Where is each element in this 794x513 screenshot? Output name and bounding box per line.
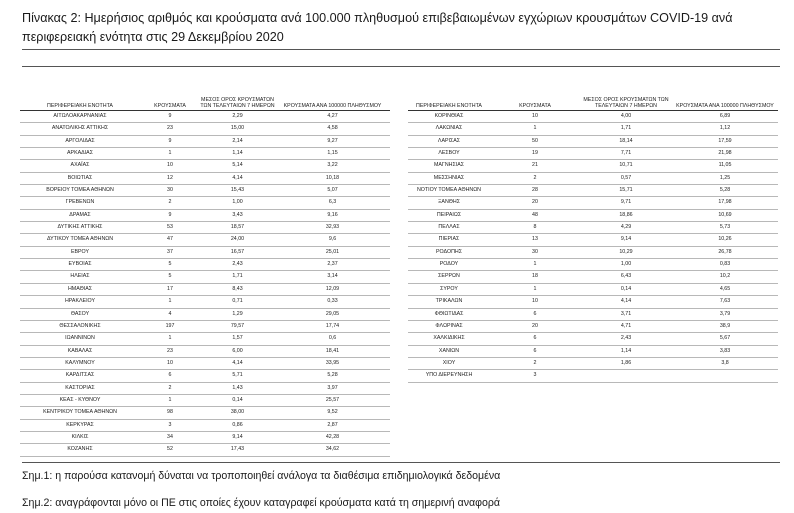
- cell-cases: 23: [140, 123, 200, 135]
- table-row: [20, 357, 390, 369]
- cell-per100k: 42,28: [275, 431, 390, 443]
- cell-region: ΚΕΑΣ - ΚΥΘΝΟΥ: [20, 394, 140, 406]
- cell-avg: 7,71: [580, 148, 672, 160]
- cell-cases: 28: [490, 185, 580, 197]
- cell-per100k: 5,73: [672, 222, 778, 234]
- cell-cases: 1: [140, 333, 200, 345]
- cell-avg: 3,71: [580, 308, 672, 320]
- cell-avg: 10,71: [580, 160, 672, 172]
- cell-cases: 1: [490, 123, 580, 135]
- cell-per100k: 0,33: [275, 296, 390, 308]
- header-cases: ΚΡΟΥΣΜΑΤΑ: [140, 98, 200, 111]
- cell-per100k: 1,12: [672, 123, 778, 135]
- cell-per100k: 10,69: [672, 209, 778, 221]
- header-region: ΠΕΡΙΦΕΡΕΙΑΚΗ ΕΝΟΤΗΤΑ: [408, 98, 490, 111]
- cell-per100k: 10,18: [275, 172, 390, 184]
- cell-cases: 53: [140, 222, 200, 234]
- cell-per100k: 25,57: [275, 394, 390, 406]
- cell-cases: 47: [140, 234, 200, 246]
- cell-cases: 17: [140, 283, 200, 295]
- cell-per100k: 1,15: [275, 148, 390, 160]
- cell-per100k: [672, 370, 778, 382]
- cell-per100k: 3,14: [275, 271, 390, 283]
- cell-region: ΚΟΡΙΝΘΙΑΣ: [408, 111, 490, 123]
- cell-region: ΚΙΛΚΙΣ: [20, 431, 140, 443]
- cell-cases: 10: [140, 357, 200, 369]
- cell-per100k: 5,28: [672, 185, 778, 197]
- cell-per100k: 10,26: [672, 234, 778, 246]
- cell-cases: 20: [490, 320, 580, 332]
- cell-per100k: 10,2: [672, 271, 778, 283]
- cell-region: ΒΟΡΕΙΟΥ ΤΟΜΕΑ ΑΘΗΝΩΝ: [20, 185, 140, 197]
- header-per100k: ΚΡΟΥΣΜΑΤΑ ΑΝΑ 100000 ΠΛΗΘΥΣΜΟΥ: [672, 98, 778, 111]
- cell-avg: 1,14: [580, 345, 672, 357]
- cell-per100k: 4,58: [275, 123, 390, 135]
- cell-avg: 1,14: [200, 148, 275, 160]
- cell-avg: [580, 370, 672, 382]
- cell-per100k: 0,6: [275, 333, 390, 345]
- cell-avg: 0,14: [200, 394, 275, 406]
- cell-region: ΚΕΡΚΥΡΑΣ: [20, 419, 140, 431]
- cell-cases: 98: [140, 407, 200, 419]
- cell-region: ΘΕΣΣΑΛΟΝΙΚΗΣ: [20, 320, 140, 332]
- cell-region: ΚΑΒΑΛΑΣ: [20, 345, 140, 357]
- cell-cases: 21: [490, 160, 580, 172]
- cell-region: ΧΙΟΥ: [408, 357, 490, 369]
- table-row: [20, 209, 390, 221]
- cell-region: ΑΧΑΪΑΣ: [20, 160, 140, 172]
- cell-avg: 4,14: [580, 296, 672, 308]
- table-row: [408, 357, 778, 369]
- table-row: [20, 148, 390, 160]
- cell-avg: 4,00: [580, 111, 672, 123]
- table-row: [20, 259, 390, 271]
- cell-avg: 0,14: [580, 283, 672, 295]
- cell-region: ΦΘΙΩΤΙΔΑΣ: [408, 308, 490, 320]
- table-row: [20, 234, 390, 246]
- table-row: [408, 296, 778, 308]
- cell-per100k: 3,22: [275, 160, 390, 172]
- table-row: [20, 160, 390, 172]
- table-row: [20, 296, 390, 308]
- cell-per100k: 32,93: [275, 222, 390, 234]
- table-row: [408, 185, 778, 197]
- cell-cases: 6: [140, 370, 200, 382]
- cell-cases: 50: [490, 135, 580, 147]
- cell-cases: 6: [490, 345, 580, 357]
- cell-cases: 12: [140, 172, 200, 184]
- table-row: [408, 345, 778, 357]
- cell-cases: 5: [140, 259, 200, 271]
- cell-region: ΚΑΣΤΟΡΙΑΣ: [20, 382, 140, 394]
- cell-avg: 6,43: [580, 271, 672, 283]
- cell-region: ΧΑΛΚΙΔΙΚΗΣ: [408, 333, 490, 345]
- cell-avg: 10,29: [580, 246, 672, 258]
- cell-avg: 1,71: [580, 123, 672, 135]
- cell-region: ΒΟΙΩΤΙΑΣ: [20, 172, 140, 184]
- cell-region: ΗΡΑΚΛΕΙΟΥ: [20, 296, 140, 308]
- cell-per100k: 3,79: [672, 308, 778, 320]
- cell-cases: 1: [490, 283, 580, 295]
- cell-cases: 1: [140, 148, 200, 160]
- table-row: [408, 172, 778, 184]
- cell-cases: 20: [490, 197, 580, 209]
- cell-avg: 9,71: [580, 197, 672, 209]
- cell-region: ΠΕΛΛΑΣ: [408, 222, 490, 234]
- cell-avg: 1,00: [580, 259, 672, 271]
- cell-per100k: 4,65: [672, 283, 778, 295]
- cell-cases: 6: [490, 333, 580, 345]
- cell-avg: 38,00: [200, 407, 275, 419]
- cell-cases: 4: [140, 308, 200, 320]
- table-row: [20, 111, 390, 123]
- cell-cases: 2: [490, 172, 580, 184]
- cell-region: ΠΙΕΡΙΑΣ: [408, 234, 490, 246]
- cell-per100k: 17,59: [672, 135, 778, 147]
- cell-per100k: 3,83: [672, 345, 778, 357]
- cell-cases: 10: [490, 296, 580, 308]
- table-row: [20, 308, 390, 320]
- cell-region: ΑΡΓΟΛΙΔΑΣ: [20, 135, 140, 147]
- cell-per100k: 6,3: [275, 197, 390, 209]
- table-row: [20, 271, 390, 283]
- cell-cases: 10: [140, 160, 200, 172]
- cell-cases: 5: [140, 271, 200, 283]
- cell-avg: 0,86: [200, 419, 275, 431]
- right-cases-table: [408, 98, 778, 383]
- cell-region: ΘΑΣΟΥ: [20, 308, 140, 320]
- table-row: [20, 370, 390, 382]
- cell-avg: 5,71: [200, 370, 275, 382]
- table-caption: Πίνακας 2: Ημερήσιος αριθμός και κρούσματα ανά 100.000 πληθυσμού επιβεβαιωμένων εγχώριων κρουσμάτων COVID-19 ανά περιφερειακή ενότητα στις 29 Δεκεμβρίου 2020: [22, 11, 733, 44]
- cell-cases: 2: [140, 382, 200, 394]
- table-row: [408, 333, 778, 345]
- cell-cases: 48: [490, 209, 580, 221]
- cell-per100k: 2,37: [275, 259, 390, 271]
- cell-avg: 0,57: [580, 172, 672, 184]
- cell-region: ΕΒΡΟΥ: [20, 246, 140, 258]
- header-per100k: ΚΡΟΥΣΜΑΤΑ ΑΝΑ 100000 ΠΛΗΘΥΣΜΟΥ: [275, 98, 390, 111]
- table-row: [408, 308, 778, 320]
- table-row: [20, 197, 390, 209]
- cell-region: ΗΛΕΙΑΣ: [20, 271, 140, 283]
- divider-top: [22, 49, 780, 50]
- cell-per100k: 3,97: [275, 382, 390, 394]
- cell-region: ΛΑΡΙΣΑΣ: [408, 135, 490, 147]
- cell-cases: 37: [140, 246, 200, 258]
- cell-region: ΧΑΝΙΩΝ: [408, 345, 490, 357]
- table-row: [408, 234, 778, 246]
- divider-second: [22, 66, 780, 67]
- cell-cases: 52: [140, 444, 200, 456]
- cell-avg: 17,43: [200, 444, 275, 456]
- cell-per100k: 26,78: [672, 246, 778, 258]
- cell-region: ΕΥΒΟΙΑΣ: [20, 259, 140, 271]
- cell-cases: 10: [490, 111, 580, 123]
- cell-per100k: 3,8: [672, 357, 778, 369]
- cell-region: ΛΕΣΒΟΥ: [408, 148, 490, 160]
- cell-cases: 6: [490, 308, 580, 320]
- cell-cases: 9: [140, 209, 200, 221]
- cell-region: ΣΕΡΡΩΝ: [408, 271, 490, 283]
- cell-cases: 9: [140, 135, 200, 147]
- table-row: [20, 394, 390, 406]
- cell-region: ΣΥΡΟΥ: [408, 283, 490, 295]
- table-row: [20, 431, 390, 443]
- header-cases: ΚΡΟΥΣΜΑΤΑ: [490, 98, 580, 111]
- table-row: [20, 382, 390, 394]
- table-row: [408, 320, 778, 332]
- cell-region: ΙΩΑΝΝΙΝΩΝ: [20, 333, 140, 345]
- table-row: [408, 370, 778, 382]
- footnote-2: Σημ.2: αναγράφονται μόνο οι ΠΕ στις οποίες έχουν καταγραφεί κρούσματα κατά τη σημερινή αναφορά: [22, 497, 501, 509]
- cell-avg: 15,00: [200, 123, 275, 135]
- cell-region: ΥΠΟ ΔΙΕΡΕΥΝΗΣΗ: [408, 370, 490, 382]
- cell-region: ΚΕΝΤΡΙΚΟΥ ΤΟΜΕΑ ΑΘΗΝΩΝ: [20, 407, 140, 419]
- cell-region: ΡΟΔΟΠΗΣ: [408, 246, 490, 258]
- header-avg: ΜΕΣΟΣ ΟΡΟΣ ΚΡΟΥΣΜΑΤΩΝ ΤΩΝ ΤΕΛΕΥΤΑΙΩΝ 7 ΗΜΕΡΩΝ: [580, 98, 672, 111]
- table-row: [408, 246, 778, 258]
- cell-cases: 197: [140, 320, 200, 332]
- cell-cases: 13: [490, 234, 580, 246]
- table-row: [408, 148, 778, 160]
- table-row: [20, 246, 390, 258]
- cell-cases: 8: [490, 222, 580, 234]
- table-row: [20, 320, 390, 332]
- cell-avg: 4,29: [580, 222, 672, 234]
- cell-per100k: 5,28: [275, 370, 390, 382]
- cell-per100k: 12,09: [275, 283, 390, 295]
- cell-cases: 30: [140, 185, 200, 197]
- table-row: [408, 259, 778, 271]
- cell-avg: 9,14: [580, 234, 672, 246]
- cell-avg: 1,86: [580, 357, 672, 369]
- cell-per100k: 38,9: [672, 320, 778, 332]
- cell-avg: 1,57: [200, 333, 275, 345]
- cell-region: ΑΝΑΤΟΛΙΚΗΣ ΑΤΤΙΚΗΣ: [20, 123, 140, 135]
- table-row: [408, 123, 778, 135]
- table-row: [20, 172, 390, 184]
- cell-region: ΜΑΓΝΗΣΙΑΣ: [408, 160, 490, 172]
- cell-cases: 30: [490, 246, 580, 258]
- table-row: [20, 123, 390, 135]
- cell-region: ΚΟΖΑΝΗΣ: [20, 444, 140, 456]
- header-region: ΠΕΡΙΦΕΡΕΙΑΚΗ ΕΝΟΤΗΤΑ: [20, 98, 140, 111]
- cell-cases: 3: [140, 419, 200, 431]
- cell-avg: 0,71: [200, 296, 275, 308]
- cell-avg: 15,71: [580, 185, 672, 197]
- table-row: [20, 444, 390, 456]
- cell-avg: 18,57: [200, 222, 275, 234]
- cell-avg: 5,14: [200, 160, 275, 172]
- cell-avg: 1,43: [200, 382, 275, 394]
- cell-region: ΔΥΤΙΚΗΣ ΑΤΤΙΚΗΣ: [20, 222, 140, 234]
- cell-avg: 18,86: [580, 209, 672, 221]
- cell-avg: 24,00: [200, 234, 275, 246]
- cell-avg: 3,43: [200, 209, 275, 221]
- cell-per100k: 18,41: [275, 345, 390, 357]
- cell-per100k: 9,52: [275, 407, 390, 419]
- cell-cases: 34: [140, 431, 200, 443]
- cell-per100k: 6,89: [672, 111, 778, 123]
- cell-per100k: 7,63: [672, 296, 778, 308]
- table-row: [408, 160, 778, 172]
- table-row: [408, 111, 778, 123]
- cell-avg: 18,14: [580, 135, 672, 147]
- cell-avg: 15,43: [200, 185, 275, 197]
- cell-per100k: 33,95: [275, 357, 390, 369]
- divider-bottom: [22, 462, 780, 463]
- cell-per100k: 9,6: [275, 234, 390, 246]
- table-row: [20, 185, 390, 197]
- table-row: [20, 333, 390, 345]
- cell-cases: 3: [490, 370, 580, 382]
- cell-region: ΔΡΑΜΑΣ: [20, 209, 140, 221]
- cell-cases: 9: [140, 111, 200, 123]
- cell-region: ΦΛΩΡΙΝΑΣ: [408, 320, 490, 332]
- table-row: [20, 345, 390, 357]
- cell-region: ΤΡΙΚΑΛΩΝ: [408, 296, 490, 308]
- cell-avg: 1,29: [200, 308, 275, 320]
- cell-region: ΗΜΑΘΙΑΣ: [20, 283, 140, 295]
- cell-avg: 16,57: [200, 246, 275, 258]
- cell-region: ΓΡΕΒΕΝΩΝ: [20, 197, 140, 209]
- cell-avg: 2,43: [580, 333, 672, 345]
- cell-per100k: 5,67: [672, 333, 778, 345]
- cell-per100k: 5,07: [275, 185, 390, 197]
- cell-avg: 2,14: [200, 135, 275, 147]
- cell-per100k: 21,98: [672, 148, 778, 160]
- table-row: [408, 222, 778, 234]
- cell-region: ΠΕΙΡΑΙΩΣ: [408, 209, 490, 221]
- cell-region: ΡΟΔΟΥ: [408, 259, 490, 271]
- cell-per100k: 9,16: [275, 209, 390, 221]
- cell-per100k: 29,05: [275, 308, 390, 320]
- cell-cases: 19: [490, 148, 580, 160]
- cell-per100k: 1,25: [672, 172, 778, 184]
- table-row: [408, 135, 778, 147]
- cell-cases: 23: [140, 345, 200, 357]
- cell-region: ΑΙΤΩΛΟΑΚΑΡΝΑΝΙΑΣ: [20, 111, 140, 123]
- cell-avg: 4,14: [200, 172, 275, 184]
- table-row: [408, 197, 778, 209]
- cell-per100k: 9,27: [275, 135, 390, 147]
- table-row: [408, 209, 778, 221]
- cell-avg: 2,29: [200, 111, 275, 123]
- cell-avg: 4,14: [200, 357, 275, 369]
- footnote-1: Σημ.1: η παρούσα κατανομή δύναται να τροποποιηθεί ανάλογα τα διαθέσιμα επιδημιολογικά δεδομένα: [22, 470, 501, 482]
- cell-per100k: 11,05: [672, 160, 778, 172]
- table-row: [20, 222, 390, 234]
- cell-avg: 4,71: [580, 320, 672, 332]
- table-row: [408, 271, 778, 283]
- cell-per100k: 17,74: [275, 320, 390, 332]
- cell-avg: 2,43: [200, 259, 275, 271]
- table-row: [20, 407, 390, 419]
- header-avg: ΜΕΣΟΣ ΟΡΟΣ ΚΡΟΥΣΜΑΤΩΝ ΤΩΝ ΤΕΛΕΥΤΑΙΩΝ 7 ΗΜΕΡΩΝ: [200, 97, 275, 109]
- table-row: [20, 283, 390, 295]
- left-table-body: [20, 111, 390, 457]
- left-cases-table: [20, 98, 390, 457]
- cell-per100k: 25,01: [275, 246, 390, 258]
- cell-region: ΔΥΤΙΚΟΥ ΤΟΜΕΑ ΑΘΗΝΩΝ: [20, 234, 140, 246]
- cell-per100k: 17,98: [672, 197, 778, 209]
- cell-region: ΛΑΚΩΝΙΑΣ: [408, 123, 490, 135]
- cell-avg: 8,43: [200, 283, 275, 295]
- cell-cases: 1: [490, 259, 580, 271]
- cell-region: ΑΡΚΑΔΙΑΣ: [20, 148, 140, 160]
- table-row: [408, 283, 778, 295]
- cell-per100k: 0,83: [672, 259, 778, 271]
- cell-avg: 6,00: [200, 345, 275, 357]
- cell-region: ΚΑΡΔΙΤΣΑΣ: [20, 370, 140, 382]
- cell-region: ΜΕΣΣΗΝΙΑΣ: [408, 172, 490, 184]
- cell-per100k: 34,62: [275, 444, 390, 456]
- cell-region: ΚΑΛΥΜΝΟΥ: [20, 357, 140, 369]
- table-row: [20, 135, 390, 147]
- cell-per100k: 4,27: [275, 111, 390, 123]
- cell-cases: 1: [140, 394, 200, 406]
- cell-per100k: 2,87: [275, 419, 390, 431]
- cell-avg: 1,00: [200, 197, 275, 209]
- right-table-body: [408, 111, 778, 383]
- cell-cases: 2: [490, 357, 580, 369]
- cell-avg: 79,57: [200, 320, 275, 332]
- cell-avg: 1,71: [200, 271, 275, 283]
- cell-cases: 2: [140, 197, 200, 209]
- cell-region: ΞΑΝΘΗΣ: [408, 197, 490, 209]
- table-row: [20, 419, 390, 431]
- cell-cases: 1: [140, 296, 200, 308]
- cell-region: ΝΟΤΙΟΥ ΤΟΜΕΑ ΑΘΗΝΩΝ: [408, 185, 490, 197]
- cell-avg: 9,14: [200, 431, 275, 443]
- cell-cases: 18: [490, 271, 580, 283]
